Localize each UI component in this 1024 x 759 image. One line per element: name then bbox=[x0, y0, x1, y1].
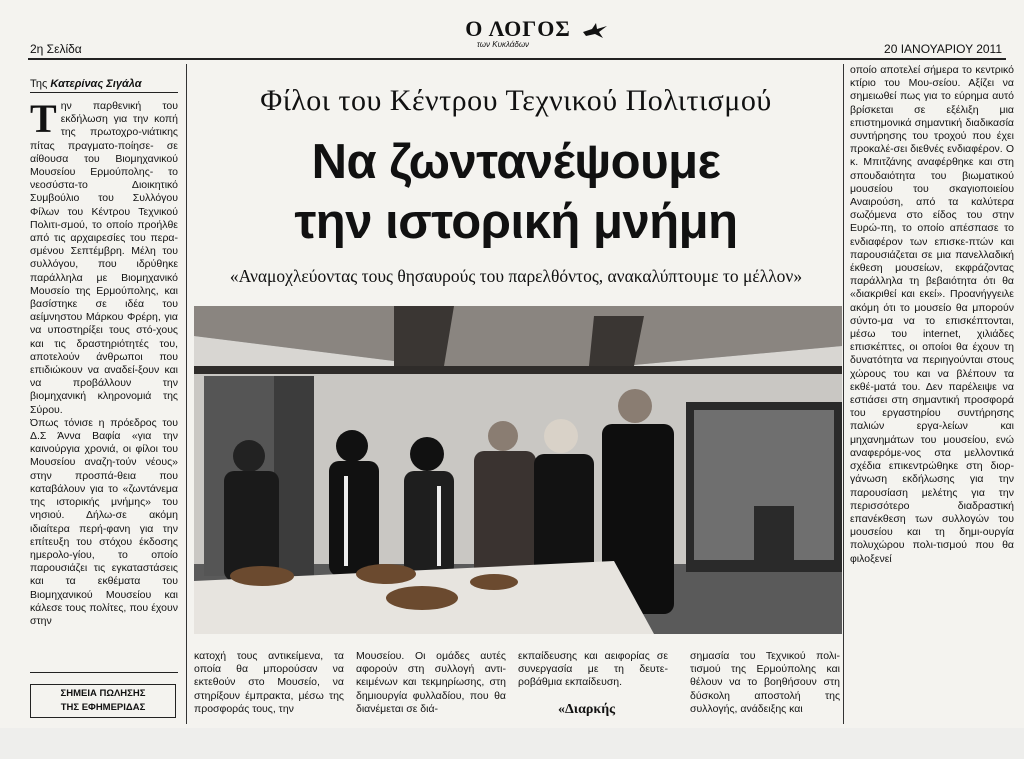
photo-scene bbox=[194, 306, 842, 634]
kicker: Φίλοι του Κέντρου Τεχνικού Πολιτισμού bbox=[260, 84, 772, 117]
right-column: οποίο αποτελεί σήμερα το κεντρικό κτίριο του Μου-σείου. Αξίζει να σημειωθεί πως για το εύρημα αυτό βρίσκεται σε εξέλιξη μια επιστημονικά σημαντική διαδικασία συντήρησης του τροχού που έχει προκαλέ-σει διεθνές ενδιαφέρον. Ο κ. Μπιτζάνης αναφέρθηκε και στη σπουδαιότητα του βιωματικού μουσείου του σκαγιοποιείου Αναιρούση, από τα καλύτερα σωζόμενα στο είδος του στην Ευρώ-πη, το οποίο απέσπασε το ενδιαφέρον των επισκε-πτών και παρουσιάζεται σε μια πανελλαδική έκθεση μουσείων, εκφράζοντας παράλληλα τη βεβαιότητα ότι θα «διακριθεί και εκεί». Προανήγγειλε ακόμη ότι το μουσείο θα μπορούν σύντο-μα να το επισκέπτονται, μέσω του internet, χιλιάδες επισκέπτες, οι οποίοι θα έχουν τη δυνατότητα να περιηγούνται στους χώρους του και να βλέπουν τα εκθέ-ματά του. Δεν παρέλειψε να εστιάσει στη σημαντική προσφορά του εργαστηρίου συντήρησης παλιών εργα-λείων και μηχανημάτων του μουσείου, ενώ αναφερόμε-νος στα μελλοντικά σχέδια επικεντρώθηκε στη διορ-γάνωση εκδήλωσης για την παρουσίαση μελέτης για την περισσότερο διαδραστική επανέκθεση των συλλογών του μουσείου και τη δημι-ουργία πολυχώρου πολι-τισμού που θα φιλοξενεί bbox=[850, 64, 1014, 565]
text-column: εκπαίδευσης και αειφορίας σε συνεργασία με τη δευτε-ροβάθμια εκπαίδευση. bbox=[518, 650, 668, 689]
bird-logo-icon bbox=[582, 22, 608, 40]
deck: «Αναμοχλεύοντας τους θησαυρούς του παρελθόντος, ανακαλύπτουμε το μέλλον» bbox=[229, 266, 803, 286]
text-column: κατοχή τους αντικείμενα, τα οποία θα μπορούσαν να εκτεθούν στο Μουσείο, να στηρίξουν έμπρακτα, μέσω της προσφοράς τους, την bbox=[194, 650, 344, 715]
byline-prefix: Της bbox=[30, 78, 48, 90]
left-column bbox=[30, 100, 178, 660]
byline bbox=[30, 78, 178, 93]
text-column: σημασία του Τεχνικού πολι-τισμού της Ερμούπολης και θέλουν να το βοηθήσουν στη δύσκολη αποστολή της συλλογής, ανάδειξης και bbox=[690, 650, 840, 715]
paragraph: Όπως τόνισε η πρόεδρος του Δ.Σ Άννα Βαφία «για την καινούργια χρονιά, οι φίλοι του Μουσείου αναζη-τούν νέους» στην προσπά-θεια που καταβάλουν για το «ζωντάνεμα της ιστορικής μνήμης» του νησιού. Δήλω-σε ακόμη ιδιαίτερα περή-φανη για την επίτευξη του στόχου έκδοσης ημερολο-γίου, το οποίο παρουσιάζει τις εγκαταστάσεις και τα εκθέματα του Βιομηχανικού Μουσείου και κάλεσε τους πολίτες, που έχουν στην bbox=[30, 416, 178, 627]
subheading: «Διαρκής bbox=[558, 702, 616, 717]
article-photo bbox=[194, 306, 842, 634]
masthead-title: Ο ΛΟΓΟΣ bbox=[465, 16, 571, 41]
box-line: ΤΗΣ ΕΦΗΜΕΡΙΔΑΣ bbox=[60, 702, 146, 713]
column-rule bbox=[186, 64, 187, 724]
issue-date: 20 ΙΑΝΟΥΑΡΙΟΥ 2011 bbox=[884, 42, 1002, 56]
page-bottom-margin bbox=[0, 728, 1024, 759]
drop-cap: Τ bbox=[30, 100, 57, 141]
box-rule bbox=[30, 672, 178, 673]
header-rule bbox=[28, 58, 1006, 60]
headline bbox=[192, 132, 840, 252]
headline-line: την ιστορική μνήμη bbox=[294, 195, 738, 249]
byline-author: Κατερίνας Σιγάλα bbox=[50, 78, 142, 90]
points-of-sale-box bbox=[30, 684, 176, 718]
headline-line: Να ζωντανέψουμε bbox=[311, 135, 721, 189]
masthead-subtitle: των Κυκλάδων bbox=[476, 40, 530, 49]
box-line: ΣΗΜΕΙΑ ΠΩΛΗΣΗΣ bbox=[60, 688, 146, 699]
page-label: 2η Σελίδα bbox=[30, 42, 82, 56]
column-rule bbox=[843, 64, 844, 724]
masthead bbox=[418, 18, 618, 49]
paragraph: Την παρθενική του εκδήλωση για την κοπή της πρωτοχρο-νιάτικης πίτας πραγματο-ποίησε- σε αίθουσα του Βιομηχανικού Μουσείου Ερμούπολης- το νεοσύστα-το Διοικητικό Συμβούλιο του Συλλόγου Φίλων του Κέντρου Τεχνικού Πολιτι-σμού, το οποίο προήλθε από τις αρχαιρεσίες του περα-σμένου Σεπτέμβρη. Μέλη του συλλόγου, που ιδρύθηκε παράλληλα με Βιομηχανικό Μουσείο της Ερμούπολης, και βασίστηκε σε ιδέα του αείμνηστου Μάρκου Φρέρη, για να υποστηρίξει τους στό-χους και τις δραστηριότητές του, αποτελούν άνθρωποι που επιδιώκουν να αναδεί-ξουν και να προβάλλουν την βιομηχανική κληρονομιά της Σύρου. bbox=[30, 100, 178, 416]
text-column: Μουσείου. Οι ομάδες αυτές αφορούν στη συλλογή αντι-κειμένων και τεκμηρίωσης, στη δημιουργία φυλλαδίου, που θα διανέμεται σε διά- bbox=[356, 650, 506, 715]
